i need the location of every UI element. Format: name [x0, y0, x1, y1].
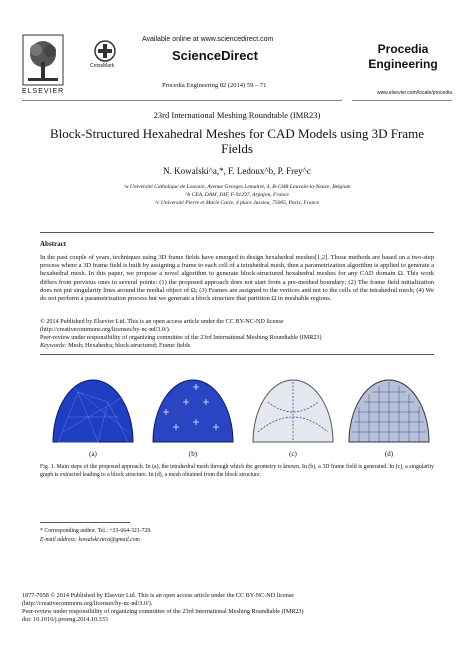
procedia-logo — [362, 42, 444, 72]
affiliation-b: ^b CEA, DAM, DIF, F-91297, Arpajon, France — [185, 192, 289, 198]
author-list: N. Kowalski^a,*, F. Ledoux^b, P. Frey^c — [163, 166, 311, 176]
abstract-copyright: © 2014 Published by Elsevier Ltd. This is an open access article under the CC BY-NC-ND license — [40, 318, 284, 325]
abstract-bottom-rule — [40, 354, 434, 355]
figure-label-c: (c) — [289, 450, 297, 458]
conference-name: 23rd International Meshing Roundtable (IMR23) — [153, 110, 321, 120]
abstract-top-rule — [40, 232, 434, 233]
keywords-values: Mesh; Hexahedra; block-structured; Frame fields — [68, 342, 191, 349]
header-divider — [22, 100, 342, 101]
bottom-notice — [22, 592, 452, 624]
figure-label-b: (b) — [188, 450, 198, 458]
figure-panel-a — [48, 372, 138, 448]
paper-title: Block-Structured Hexahedral Meshes for CAD Models using 3D Frame Fields — [49, 126, 425, 156]
figure-1 — [40, 372, 434, 460]
elsevier-wordmark: ELSEVIER — [22, 88, 65, 95]
abstract-peer-review: Peer-review under responsibility of organizing committee of the 23rd International Meshing Roundtable (IMR23) — [40, 334, 322, 341]
elsevier-tree-logo — [22, 34, 64, 86]
crossmark-label: CrossMark — [90, 63, 115, 69]
email-address[interactable]: E-mail address: kowalski.nico@gmail.com — [40, 537, 140, 543]
figure-panel-b — [148, 372, 238, 448]
figure-label-a: (a) — [89, 450, 97, 458]
affiliation-a: ^a Université Catholique de Louvain, Avenue Georges Lemaitre, 4, B-1348 Louvain-la-Neuve, Belgium — [123, 184, 351, 190]
sciencedirect-logo: ScienceDirect — [172, 48, 258, 63]
procedia-url-link[interactable]: www.elsevier.com/locate/procedia — [376, 90, 452, 96]
figure-panel-c — [248, 372, 338, 448]
procedia-line2: Engineering — [368, 57, 438, 71]
available-online-text: Available online at www.sciencedirect.com — [142, 36, 274, 43]
bottom-issn-line: 1877-7058 © 2014 Published by Elsevier Ltd. This is an open access article under the CC BY-NC-ND license — [22, 592, 294, 599]
bottom-doi[interactable]: doi: 10.1016/j.proeng.2014.10.333 — [22, 616, 108, 623]
bottom-peer-review: Peer-review under responsibility of organizing committee of the 23rd International Meshing Roundtable (IMR23) — [22, 608, 304, 615]
abstract-heading: Abstract — [40, 240, 67, 248]
header-divider-right — [352, 100, 452, 101]
affiliation-c: ^c Université Pierre et Marie Curie, 4 place Jussieu, 75005, Paris, France — [154, 200, 320, 206]
figure-caption: Fig. 1. Main steps of the proposed approach. In (a), the tetrahedral mesh through which the geometry is known. In (b), a 3D frame field is generated. In (c), a singularity graph is extracted leading to a block structure. In (d), a mesh obtained from the block structure. — [40, 464, 434, 478]
keywords-label: Keywords: — [40, 342, 67, 349]
keywords-line — [40, 342, 434, 350]
bottom-license-link[interactable]: (http://creativecommons.org/licenses/by-nc-nd/3.0/). — [22, 600, 153, 607]
figure-panel-d — [344, 372, 434, 448]
corresponding-author-note: * Corresponding author. Tel.: +33-664-321-729. — [40, 528, 152, 534]
procedia-line1: Procedia — [377, 42, 429, 56]
footnote-rule — [40, 522, 130, 523]
crossmark-icon[interactable] — [94, 40, 116, 62]
abstract-license-link[interactable]: (http://creativecommons.org/licenses/by-nc-nd/3.0/). — [40, 326, 171, 333]
figure-label-d: (d) — [384, 450, 394, 458]
abstract-text: In the past couple of years, techniques using 3D frame fields have emerged to design hexahedral meshes[1,2]. Those methods are based on a two-step process where a 3D frame field is built by assigning a frame to each cell of a tetrahedral mesh, then a parametrization algorithm is applied to generate a hexahedral mesh. In this paper, we propose a novel algorithm to generate block-structured hexahedral meshes for any CAD domain Ω. This work differs from previous ones in several points: (1) the proposed approach does not start from a pre-meshed boundary; (2) The frame field initialization does not put singularity lines around the medial object of Ω; (3) Frames are assigned to the vertices and not to the cells of the tetrahedral mesh; (4) We do not perform a parametrization process but we generate a block structure that partition Ω in meshable regions. — [40, 254, 434, 303]
journal-reference: Procedia Engineering 82 (2014) 59 – 71 — [162, 82, 267, 89]
journal-header — [22, 30, 452, 100]
